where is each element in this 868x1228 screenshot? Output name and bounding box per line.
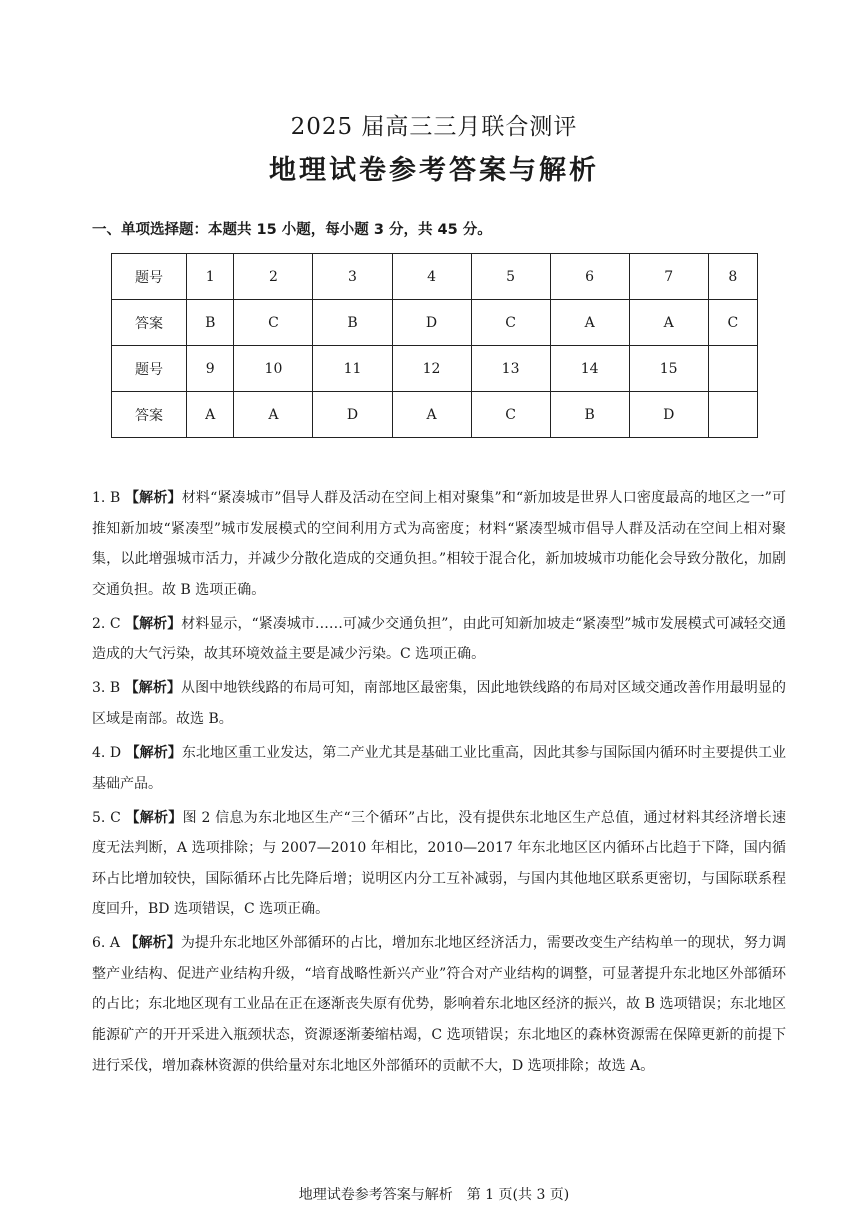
answer-cell: D: [629, 392, 708, 438]
table-row: [112, 254, 758, 300]
question-number: 15: [629, 346, 708, 392]
analysis-tag: 【解析】: [125, 615, 182, 632]
answer-cell: A: [392, 392, 471, 438]
row-label: 题号: [112, 346, 187, 392]
answer-table: [111, 253, 758, 438]
analysis-tag: 【解析】: [125, 744, 182, 761]
answer-cell: A: [187, 392, 234, 438]
question-number: 6: [550, 254, 629, 300]
question-number: 10: [234, 346, 313, 392]
item-number: 1. B: [92, 490, 121, 506]
analysis-tag: 【解析】: [124, 935, 181, 952]
question-number: 4: [392, 254, 471, 300]
explanation-list: [92, 483, 786, 1085]
question-number: 9: [187, 346, 234, 392]
empty-cell: [708, 392, 757, 438]
answer-cell: A: [629, 300, 708, 346]
document-title: 地理试卷参考答案与解析: [269, 155, 599, 186]
explanation-item: [92, 928, 786, 1081]
explanation-text: 从图中地铁线路的布局可知，南部地区最密集，因此地铁线路的布局对区域交通改善作用最明显的区域是南部。故选 B。: [92, 680, 787, 727]
row-label: 题号: [112, 254, 187, 300]
explanation-item: [92, 803, 786, 925]
item-number: 5. C: [92, 809, 121, 826]
question-number: 13: [471, 346, 550, 392]
answer-cell: B: [313, 300, 392, 346]
answer-cell: C: [708, 300, 757, 346]
item-number: 6. A: [92, 935, 120, 952]
analysis-tag: 【解析】: [124, 490, 182, 506]
item-number: 4. D: [92, 744, 122, 761]
item-number: 2. C: [92, 615, 121, 632]
explanation-text: 材料显示，“紧凑城市……可减少交通负担”，由此可知新加坡走“紧凑型”城市发展模式可减轻交通造成的大气污染，故其环境效益主要是减少污染。C 选项正确。: [92, 615, 786, 663]
question-number: 2: [234, 254, 313, 300]
empty-cell: [708, 346, 757, 392]
explanation-text: 图 2 信息为东北地区生产“三个循环”占比，没有提供东北地区生产总值，通过材料其经济增长速度无法判断，A 选项排除；与 2007—2010 年相比，2010—2017 年东北地区区内循环占比趋于下降，国内循环占比增加较快，国际循环占比先降后增；说明区内分工互补减弱，与国内其他地区联系更密切，与国际联系程度回升，BD 选项错误，C 选项正确。: [92, 809, 787, 918]
question-number: 3: [313, 254, 392, 300]
explanation-text: 材料“紧凑城市”倡导人群及活动在空间上相对聚集”和“新加坡是世界人口密度最高的地区之一”可推知新加坡“紧凑型”城市发展模式的空间利用方式为高密度；材料“紧凑型城市倡导人群及活动在空间上相对聚集，以此增强城市活力，并减少分散化造成的交通负担。”相较于混合化，新加坡城市功能化会导致分散化，加剧交通负担。故 B 选项正确。: [92, 490, 787, 598]
question-number: 5: [471, 254, 550, 300]
explanation-item: [92, 673, 786, 734]
exam-title: 2025 届高三三月联合测评: [290, 114, 578, 140]
answer-cell: A: [550, 300, 629, 346]
explanation-text: 东北地区重工业发达，第二产业尤其是基础工业比重高，因此其参与国际国内循环时主要提供工业基础产品。: [92, 744, 787, 792]
explanation-text: 为提升东北地区外部循环的占比，增加东北地区经济活力，需要改变生产结构单一的现状，努力调整产业结构、促进产业结构升级，“培育战略性新兴产业”符合对产业结构的调整，可显著提升东北地区外部循环的占比；东北地区现有工业品在正在逐渐丧失原有优势，影响着东北地区经济的振兴，故 B 选项错误；东北地区能源矿产的开开采进入瓶颈状态，资源逐渐萎缩枯竭，C 选项错误；东北地区的森林资源需在保障更新的前提下进行采伐，增加森林资源的供给量对东北地区外部循环的贡献不大，D 选项排除；故选 A。: [92, 935, 787, 1074]
question-number: 12: [392, 346, 471, 392]
answer-cell: C: [234, 300, 313, 346]
section-heading: 一、单项选择题：本题共 15 小题，每小题 3 分，共 45 分。: [92, 222, 492, 238]
answer-cell: B: [187, 300, 234, 346]
question-number: 1: [187, 254, 234, 300]
page-footer: 地理试卷参考答案与解析 第 1 页(共 3 页): [298, 1187, 570, 1203]
row-label: 答案: [112, 392, 187, 438]
explanation-item: [92, 738, 786, 799]
question-number: 11: [313, 346, 392, 392]
item-number: 3. B: [92, 680, 121, 697]
question-number: 14: [550, 346, 629, 392]
analysis-tag: 【解析】: [125, 809, 183, 826]
explanation-item: [92, 483, 786, 605]
table-row: [112, 300, 758, 346]
answer-cell: C: [471, 392, 550, 438]
answer-cell: A: [234, 392, 313, 438]
table-row: [112, 392, 758, 438]
answer-cell: D: [313, 392, 392, 438]
row-label: 答案: [112, 300, 187, 346]
answer-cell: C: [471, 300, 550, 346]
answer-cell: D: [392, 300, 471, 346]
question-number: 7: [629, 254, 708, 300]
analysis-tag: 【解析】: [124, 680, 181, 697]
explanation-item: [92, 609, 786, 670]
table-row: [112, 346, 758, 392]
question-number: 8: [708, 254, 757, 300]
answer-cell: B: [550, 392, 629, 438]
